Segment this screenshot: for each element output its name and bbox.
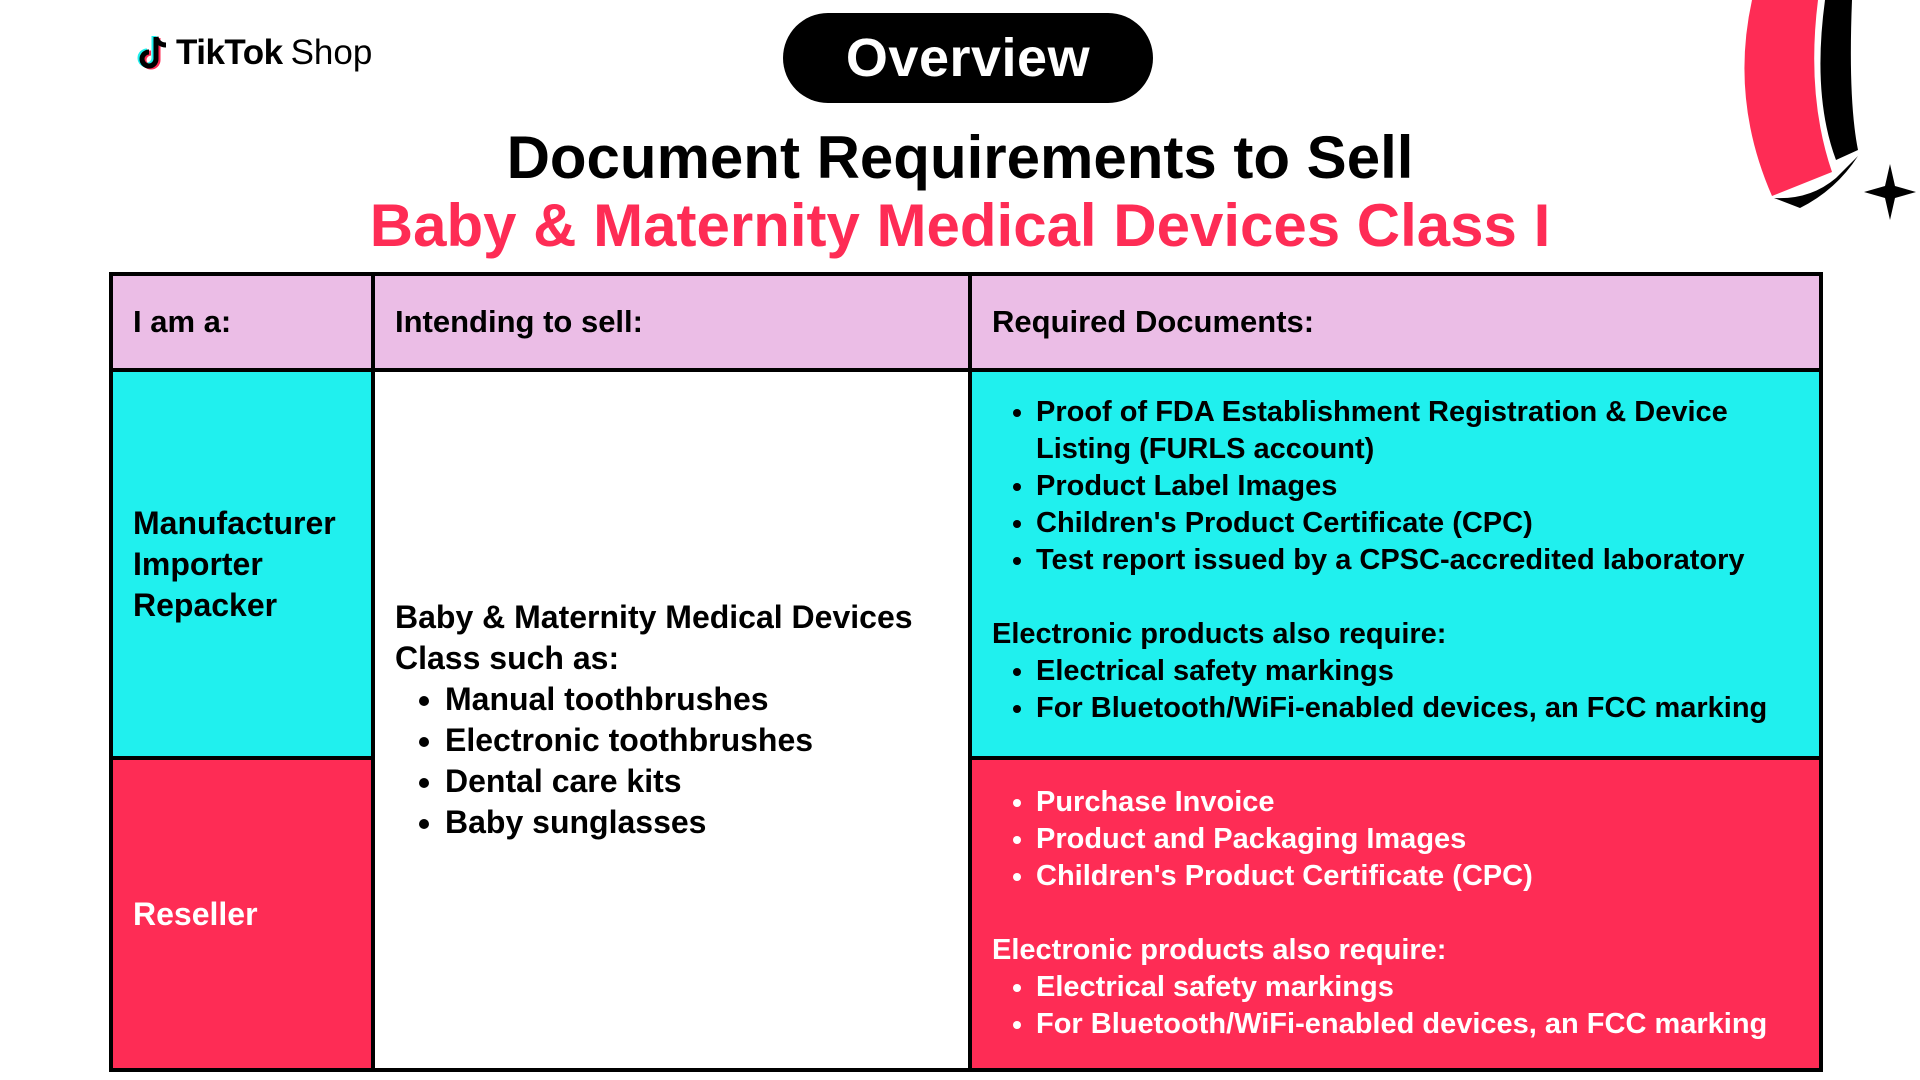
role-manufacturer: Manufacturer xyxy=(133,504,336,541)
tiktok-note-icon xyxy=(136,33,170,73)
list-item: • Electrical safety markings xyxy=(1036,969,1799,1006)
electronic-list xyxy=(992,653,1799,727)
list-item: • Children's Product Certificate (CPC) xyxy=(1036,858,1799,895)
role-repacker: Repacker xyxy=(133,586,278,623)
brand-name: TikTok xyxy=(176,33,283,72)
list-item: • Purchase Invoice xyxy=(1036,784,1799,821)
list-item: • Electronic toothbrushes xyxy=(445,720,968,761)
decorative-arc-graphic xyxy=(1690,0,1920,230)
tiktok-shop-logo xyxy=(136,30,372,76)
list-item: • Electrical safety markings xyxy=(1036,653,1799,690)
docs-cell-manufacturer xyxy=(972,372,1819,756)
page-subtitle: Baby & Maternity Medical Devices Class I xyxy=(369,192,1551,259)
header-intending-to-sell: Intending to sell: xyxy=(375,276,968,368)
role-cell-manufacturer xyxy=(113,372,371,756)
electronic-list xyxy=(992,969,1799,1043)
sell-intro-line2: Class such as: xyxy=(395,640,620,676)
list-item: • For Bluetooth/WiFi-enabled devices, an FCC marking xyxy=(1036,690,1799,727)
docs-cell-reseller xyxy=(972,760,1819,1068)
electronic-heading: Electronic products also require: xyxy=(992,934,1447,966)
list-item: • Proof of FDA Establishment Registration & Device Listing (FURLS account) xyxy=(1036,394,1799,468)
list-item: • Test report issued by a CPSC-accredited laboratory xyxy=(1036,542,1799,579)
role-reseller: Reseller xyxy=(133,895,258,932)
divider xyxy=(371,372,375,1068)
sparkle-icon xyxy=(1864,164,1916,220)
sell-items-list xyxy=(395,679,968,843)
header-required-documents: Required Documents: xyxy=(972,276,1819,368)
intending-to-sell-cell xyxy=(375,372,968,1068)
electronic-heading: Electronic products also require: xyxy=(992,618,1447,650)
list-item: • Dental care kits xyxy=(445,761,968,802)
sell-intro-line1: Baby & Maternity Medical Devices xyxy=(395,599,913,635)
header-i-am-a: I am a: xyxy=(113,276,371,368)
role-cell-reseller xyxy=(113,760,371,1068)
list-item: • Product and Packaging Images xyxy=(1036,821,1799,858)
list-item: • Manual toothbrushes xyxy=(445,679,968,720)
list-item: • For Bluetooth/WiFi-enabled devices, an FCC marking xyxy=(1036,1006,1799,1043)
page-title: Document Requirements to Sell xyxy=(506,124,1414,191)
overview-pill: Overview xyxy=(783,13,1153,103)
docs-list xyxy=(992,394,1799,579)
list-item: • Baby sunglasses xyxy=(445,802,968,843)
docs-list xyxy=(992,784,1799,895)
brand-suffix: Shop xyxy=(290,33,373,72)
role-importer: Importer xyxy=(133,545,263,582)
list-item: • Product Label Images xyxy=(1036,468,1799,505)
requirements-table xyxy=(109,272,1823,1072)
list-item: • Children's Product Certificate (CPC) xyxy=(1036,505,1799,542)
